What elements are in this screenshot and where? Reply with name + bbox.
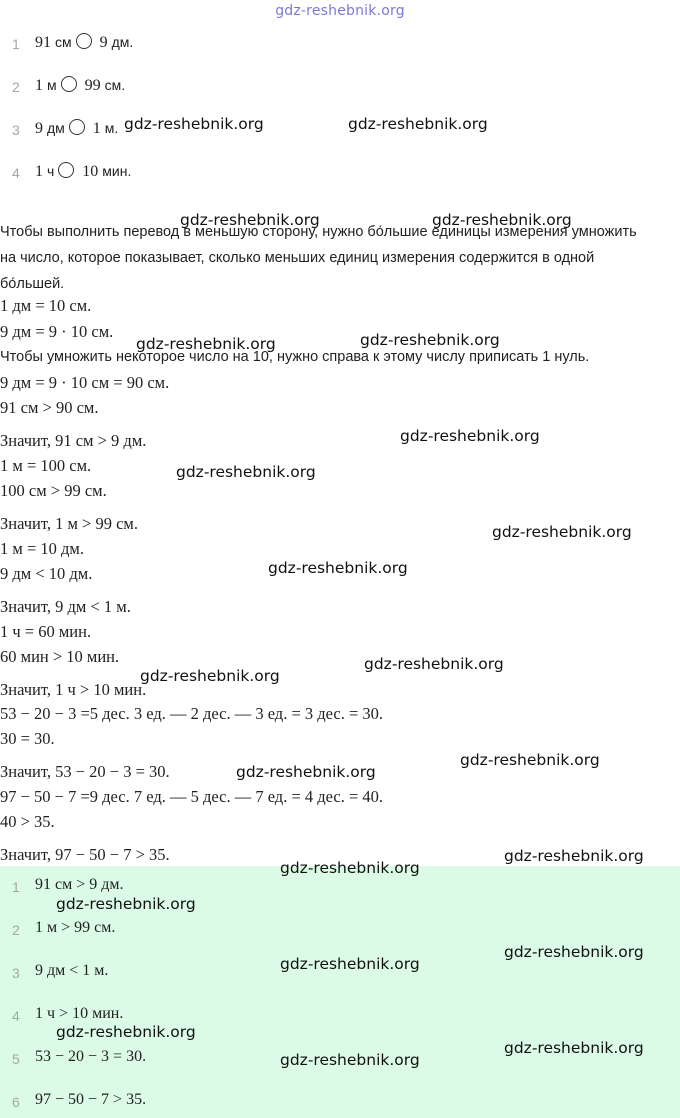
right-unit: дм. [111, 34, 134, 50]
solution-line: 97 − 50 − 7 =9 дес. 7 ед. — 5 дес. — 7 ед. = 4 дес. = 40. [0, 787, 384, 806]
right-value: 9 [95, 34, 112, 51]
watermark: gdz-reshebnik.org [56, 1023, 196, 1041]
rule-conversion: Чтобы выполнить перевод в меньшую сторону, нужно бо́льшие единицы измерения умножить на число, которое показывает, сколько меньших единиц измерения содержится в одной бо́льшей. [0, 224, 637, 292]
compare-circle-icon[interactable] [58, 162, 74, 178]
question-expression [35, 76, 125, 95]
answer-text: 1 м > 99 см. [35, 919, 116, 936]
answer-text: 53 − 20 − 3 = 30. [35, 1048, 147, 1065]
conclusion-line: Значит, 53 − 20 − 3 = 30. [0, 762, 170, 781]
question-expression [35, 162, 131, 181]
right-unit: мин. [102, 163, 132, 179]
conclusion-line: Значит, 1 м > 99 см. [0, 514, 138, 533]
watermark: gdz-reshebnik.org [360, 331, 500, 349]
answer-number: 2 [12, 922, 20, 938]
watermark: gdz-reshebnik.org [400, 427, 540, 445]
watermark: gdz-reshebnik.org [236, 763, 376, 781]
watermark: gdz-reshebnik.org [280, 1051, 420, 1069]
answer-text: 91 см > 9 дм. [35, 876, 124, 893]
question-number: 1 [12, 36, 20, 52]
watermark: gdz-reshebnik.org [136, 335, 276, 353]
solution-line: 91 см > 90 см. [0, 398, 99, 417]
watermark: gdz-reshebnik.org [140, 667, 280, 685]
answer-text: 9 дм < 1 м. [35, 962, 109, 979]
watermark: gdz-reshebnik.org [280, 859, 420, 877]
watermark: gdz-reshebnik.org [432, 211, 572, 229]
solution-line: 1 дм = 10 см. [0, 296, 92, 315]
watermark: gdz-reshebnik.org [504, 847, 644, 865]
solution-line: 40 > 35. [0, 812, 55, 831]
conclusion-line: Значит, 9 дм < 1 м. [0, 597, 131, 616]
answer-text: 97 − 50 − 7 > 35. [35, 1091, 147, 1108]
site-header[interactable]: gdz-reshebnik.org [275, 3, 405, 19]
watermark: gdz-reshebnik.org [504, 943, 644, 961]
answer-number: 5 [12, 1051, 20, 1067]
question-number: 4 [12, 165, 20, 181]
compare-circle-icon[interactable] [61, 76, 77, 92]
solution-line: 1 м = 100 см. [0, 456, 92, 475]
left-unit: ч [47, 163, 55, 179]
watermark: gdz-reshebnik.org [124, 115, 264, 133]
answer-number: 3 [12, 965, 20, 981]
left-value: 1 [35, 163, 47, 180]
watermark: gdz-reshebnik.org [504, 1039, 644, 1057]
solution-line: 100 см > 99 см. [0, 481, 107, 500]
solution-line: 1 м = 10 дм. [0, 539, 84, 558]
watermark: gdz-reshebnik.org [492, 523, 632, 541]
compare-circle-icon[interactable] [76, 33, 92, 49]
question-number: 3 [12, 122, 20, 138]
left-value: 1 [35, 77, 47, 94]
watermark: gdz-reshebnik.org [268, 559, 408, 577]
question-expression [35, 119, 118, 138]
right-value: 1 [88, 120, 105, 137]
watermark: gdz-reshebnik.org [460, 751, 600, 769]
right-value: 99 [80, 77, 105, 94]
left-unit: см [55, 34, 72, 50]
right-unit: м. [104, 120, 119, 136]
question-number: 2 [12, 79, 20, 95]
answer-number: 4 [12, 1008, 20, 1024]
solution-line: 53 − 20 − 3 =5 дес. 3 ед. — 2 дес. — 3 ед. = 3 дес. = 30. [0, 704, 384, 723]
conclusion-line: Значит, 97 − 50 − 7 > 35. [0, 845, 170, 864]
solution-line: 9 дм < 10 дм. [0, 564, 93, 583]
watermark: gdz-reshebnik.org [364, 655, 504, 673]
answer-number: 1 [12, 879, 20, 895]
watermark: gdz-reshebnik.org [280, 955, 420, 973]
left-value: 91 [35, 34, 55, 51]
watermark: gdz-reshebnik.org [180, 211, 320, 229]
left-unit: дм [47, 120, 65, 136]
compare-circle-icon[interactable] [69, 119, 85, 135]
left-unit: м [47, 77, 57, 93]
right-value: 10 [78, 163, 103, 180]
conclusion-line: Значит, 1 ч > 10 мин. [0, 680, 147, 699]
watermark: gdz-reshebnik.org [56, 895, 196, 913]
watermark: gdz-reshebnik.org [348, 115, 488, 133]
solution-line: 1 ч = 60 мин. [0, 622, 92, 641]
solution-line: 9 дм = 9 · 10 см. [0, 322, 114, 341]
conclusion-line: Значит, 91 см > 9 дм. [0, 431, 147, 450]
question-expression [35, 33, 133, 52]
solution-line: 60 мин > 10 мин. [0, 647, 120, 666]
watermark: gdz-reshebnik.org [176, 463, 316, 481]
solution-line: 9 дм = 9 · 10 см = 90 см. [0, 373, 170, 392]
right-unit: см. [104, 77, 126, 93]
left-value: 9 [35, 120, 47, 137]
answer-text: 1 ч > 10 мин. [35, 1005, 124, 1022]
answer-number: 6 [12, 1094, 20, 1110]
solution-line: 30 = 30. [0, 729, 55, 748]
rule-multiply: Чтобы умножить некоторое число на 10, нужно справа к этому числу приписать 1 нуль. [0, 349, 590, 365]
